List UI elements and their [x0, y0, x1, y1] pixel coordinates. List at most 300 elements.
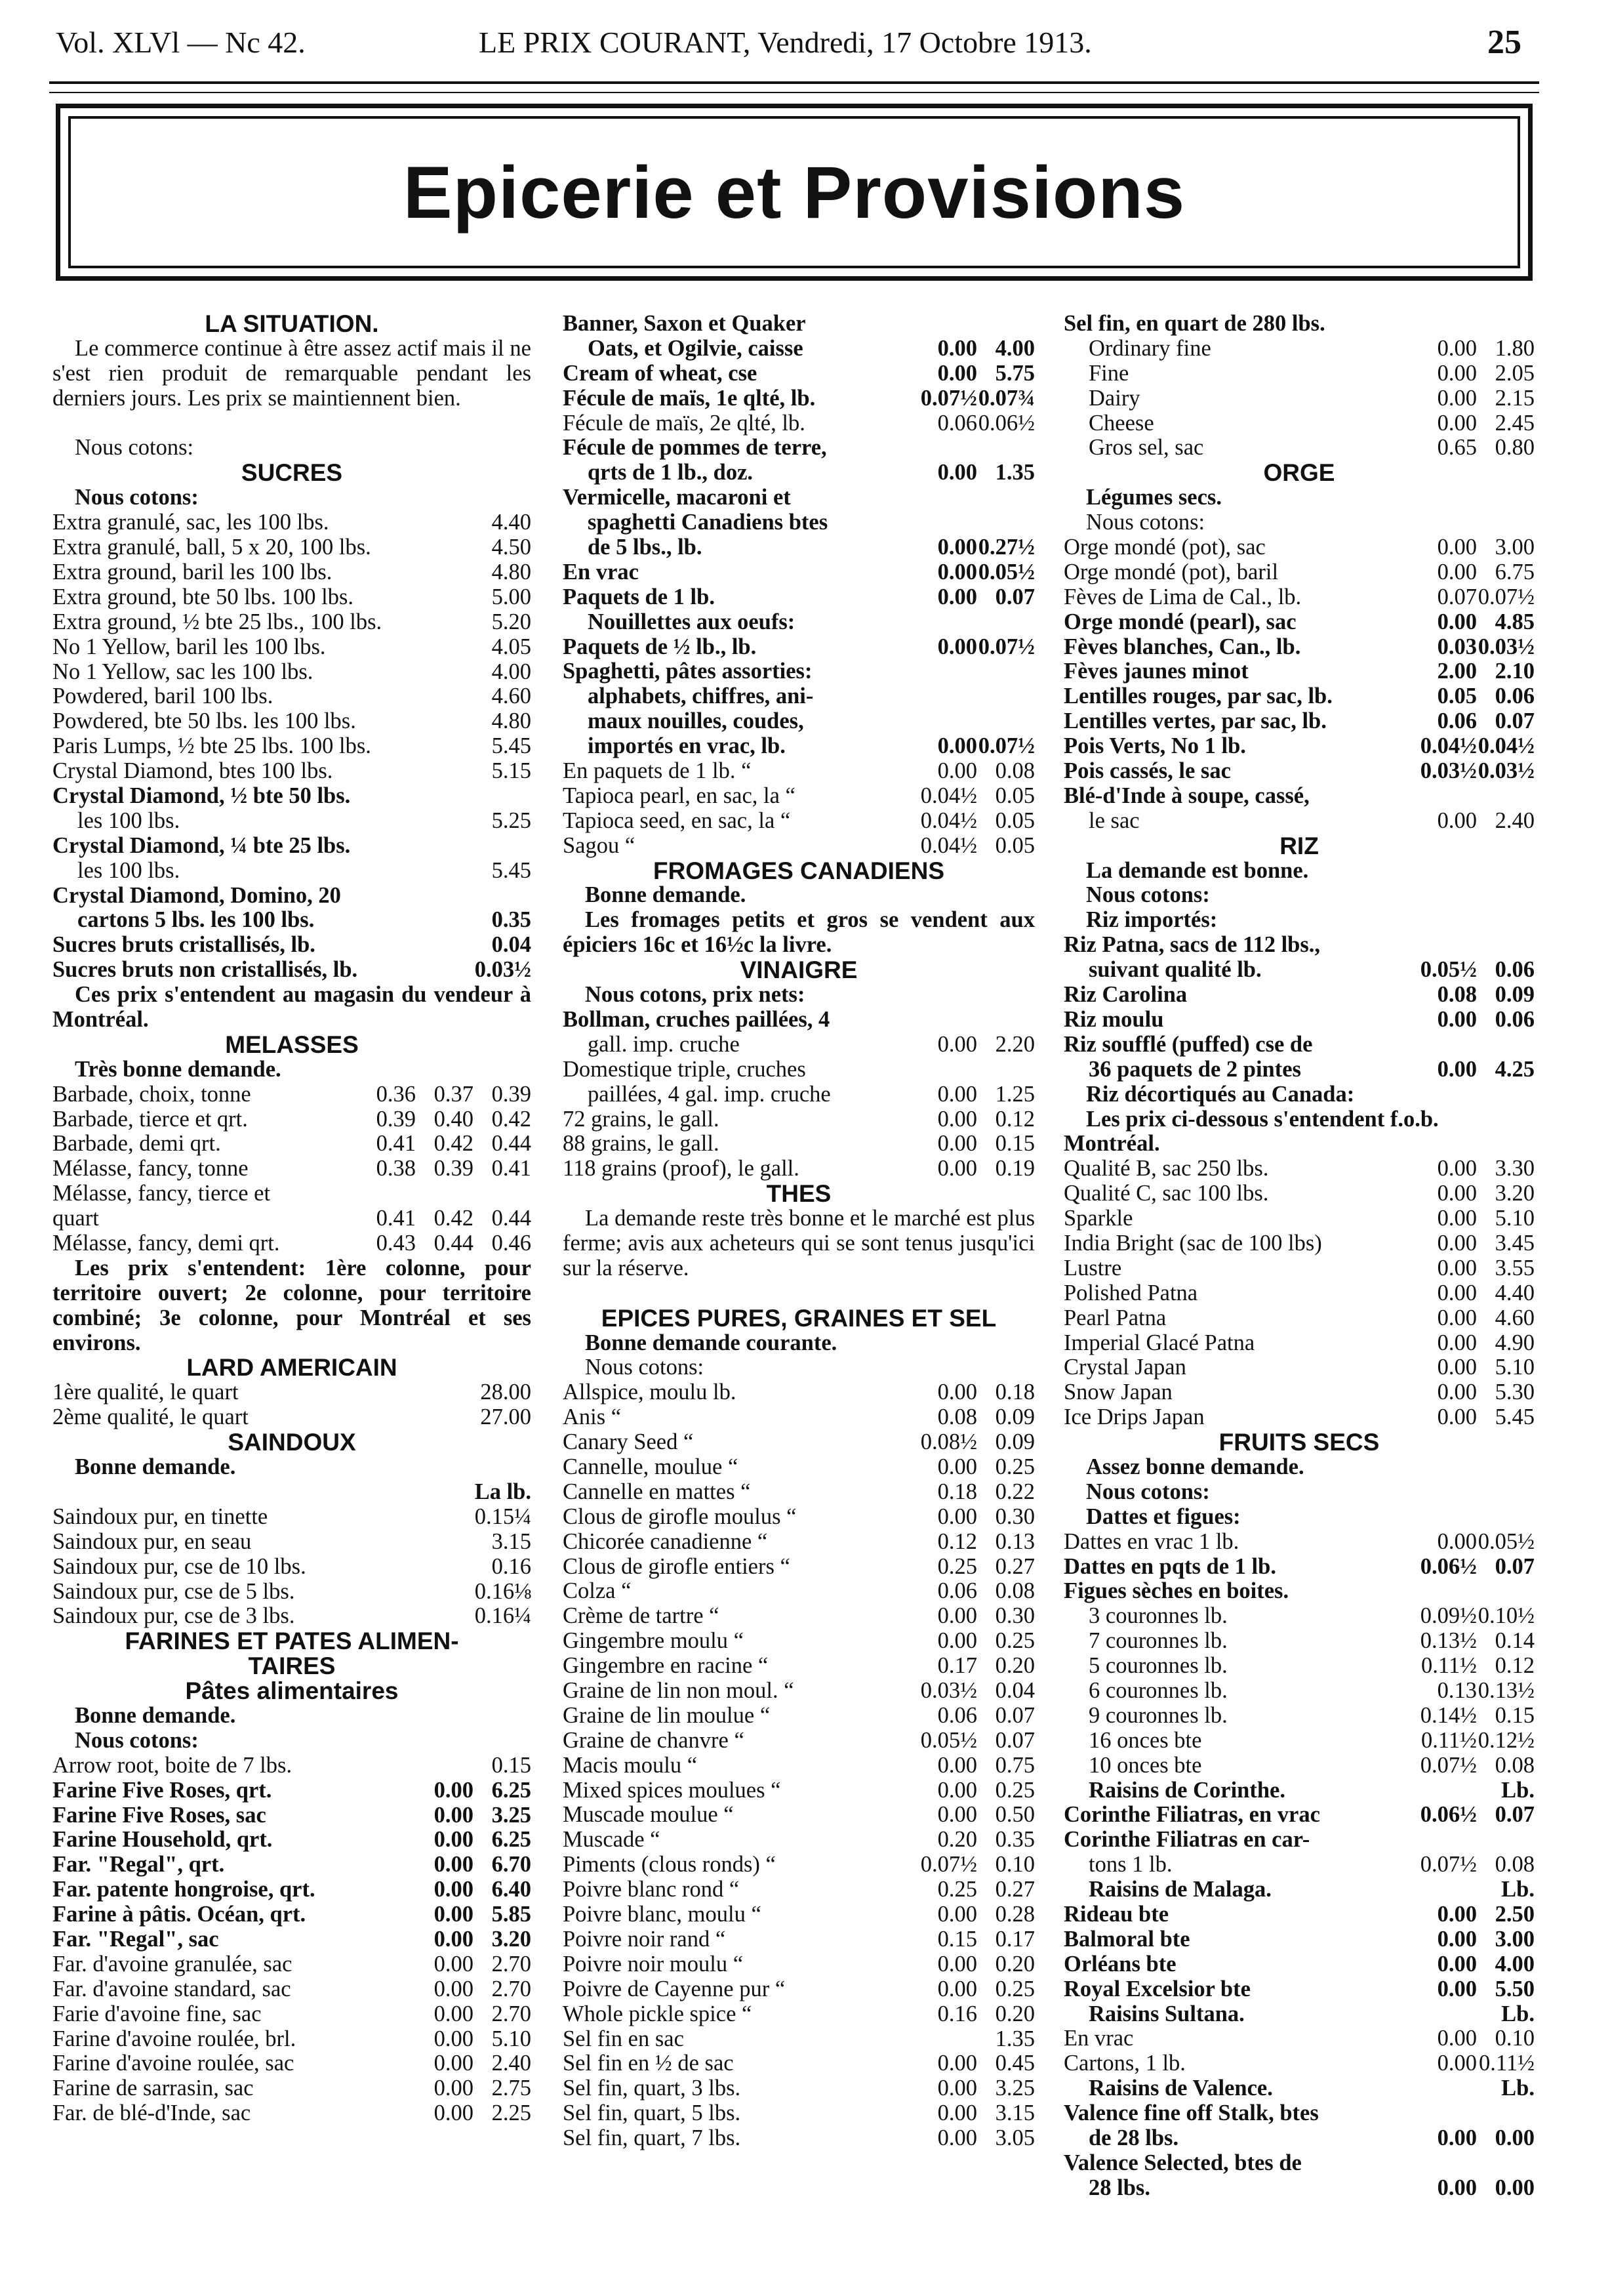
- price-value: 0.00: [433, 1877, 473, 1902]
- price-row: [52, 635, 531, 660]
- item-label: Saindoux pur, en tinette: [52, 1504, 268, 1529]
- price-row: [563, 1057, 1035, 1082]
- price-value: 2.45: [1495, 410, 1535, 436]
- paragraph: Le commerce continue à être assez actif mais il ne s'est rien produit de remarquable pendant les derniers jours. Les prix se maintiennent bien.: [52, 335, 531, 411]
- price-row: [563, 1778, 1035, 1803]
- item-label: Sel fin, quart, 3 lbs.: [563, 2076, 741, 2101]
- price-value: 0.14½: [1420, 1702, 1477, 1728]
- price-row: [563, 510, 1035, 535]
- price-value: 0.06: [937, 410, 977, 436]
- price-row: [563, 684, 1035, 709]
- item-label: Figues sèches en boites.: [1064, 1579, 1289, 1604]
- item-label: Barbade, tierce et qrt.: [52, 1107, 248, 1132]
- price-value: 0.00: [937, 460, 977, 485]
- price-value: 2.40: [1495, 808, 1535, 833]
- item-label: Dairy: [1089, 386, 1140, 411]
- price-row: [1064, 1555, 1535, 1580]
- item-label: Sel fin, en quart de 280 lbs.: [1064, 312, 1325, 336]
- price-row: [1064, 1331, 1535, 1356]
- price-value: 0.00: [1437, 2026, 1477, 2051]
- subheading: Riz importés:: [1086, 907, 1218, 933]
- price-value: 1.25: [995, 1081, 1035, 1107]
- column-1: [52, 312, 531, 2126]
- price-row: [1064, 2076, 1535, 2101]
- price-value: 0.36: [376, 1081, 416, 1107]
- price-value: 2.20: [995, 1031, 1035, 1057]
- price-value: 0.05: [995, 832, 1035, 858]
- price-value: 0.44: [491, 1131, 531, 1157]
- price-row: [1064, 1355, 1535, 1380]
- note-line: Bonne demande courante.: [585, 1330, 837, 1355]
- price-row: [52, 660, 531, 685]
- price-row: [563, 834, 1035, 859]
- price-value: 0.00: [433, 1926, 473, 1952]
- item-label: Dattes en vrac 1 lb.: [1064, 1529, 1239, 1554]
- price-value: 0.27½: [978, 535, 1035, 560]
- price-value: 5.85: [491, 1902, 531, 1927]
- item-label: Farine d'avoine roulée, sac: [52, 2051, 294, 2076]
- item-label: En vrac: [563, 560, 639, 584]
- price-value: 0.00: [937, 634, 977, 659]
- item-label: Farine à pâtis. Océan, qrt.: [52, 1902, 306, 1927]
- price-row: [1064, 784, 1535, 809]
- price-value: 4.90: [1495, 1330, 1535, 1355]
- item-label: Raisins de Valence.: [1089, 2076, 1273, 2101]
- price-value: 5.75: [995, 360, 1035, 386]
- price-value: 0.00: [1437, 335, 1477, 361]
- item-label: Fèves de Lima de Cal., lb.: [1064, 584, 1302, 609]
- item-label: 7 couronnes lb.: [1089, 1629, 1228, 1654]
- price-value: 28.00: [480, 1380, 531, 1405]
- item-label: Extra ground, bte 50 lbs. 100 lbs.: [52, 584, 353, 609]
- price-row: [563, 709, 1035, 734]
- price-value: 0.16: [937, 2001, 977, 2026]
- item-label: Poivre blanc rond “: [563, 1877, 740, 1902]
- price-value: 0.14: [1495, 1628, 1535, 1654]
- price-value: 3.25: [995, 2076, 1035, 2101]
- price-value: 2.75: [491, 2076, 531, 2101]
- price-value: 2.25: [491, 2101, 531, 2126]
- item-label: Tapioca seed, en sac, la “: [563, 808, 791, 833]
- price-value: 0.07: [1495, 1802, 1535, 1828]
- price-value: 0.00: [937, 733, 977, 759]
- price-row: [563, 1902, 1035, 1927]
- price-value: 0.00: [1437, 1976, 1477, 2001]
- item-label: Poivre noir moulu “: [563, 1952, 744, 1977]
- price-value: 0.00: [1437, 1006, 1477, 1032]
- item-label: Ice Drips Japan: [1064, 1405, 1205, 1430]
- price-value: 0.50: [995, 1802, 1035, 1828]
- price-value: 3.30: [1495, 1156, 1535, 1181]
- price-value: 0.00: [1437, 2175, 1477, 2200]
- price-row: [563, 784, 1035, 809]
- item-label: Fécule de pommes de terre,: [563, 436, 827, 461]
- price-value: 2.15: [1495, 385, 1535, 411]
- price-value: 0.06½: [1420, 1553, 1477, 1579]
- note-line: Assez bonne demande.: [1086, 1454, 1304, 1479]
- price-value: 0.13½: [1420, 1628, 1477, 1654]
- item-label: importés en vrac, lb.: [588, 734, 786, 759]
- price-value: 0.00: [1437, 1528, 1477, 1554]
- header-rule-thin: [49, 92, 1539, 93]
- price-row: [563, 337, 1035, 361]
- price-row: [563, 1729, 1035, 1753]
- price-row: [1064, 933, 1535, 958]
- price-row: [563, 1604, 1035, 1629]
- header-rule: [49, 81, 1539, 84]
- section-heading: LARD AMERICAIN: [186, 1354, 397, 1382]
- item-label: Fécule de maïs, 1e qlté, lb.: [563, 386, 816, 411]
- price-value: 0.42: [433, 1131, 473, 1157]
- price-value: 0.13: [1437, 1677, 1477, 1703]
- price-value: Lb.: [1501, 1777, 1535, 1803]
- item-label: Farine Five Roses, qrt.: [52, 1778, 272, 1803]
- item-label: Clous de girofle entiers “: [563, 1554, 790, 1579]
- item-label: Nouillettes aux oeufs:: [588, 609, 795, 634]
- item-label: 36 paquets de 2 pintes: [1089, 1057, 1301, 1082]
- price-value: 0.07½: [978, 733, 1035, 759]
- item-label: Banner, Saxon et Quaker: [563, 312, 806, 336]
- price-value: 0.10½: [1478, 1603, 1535, 1629]
- price-row: [563, 2051, 1035, 2076]
- note-line: La demande est bonne.: [1086, 857, 1309, 883]
- price-value: 0.05: [995, 808, 1035, 833]
- section-heading: VINAIGRE: [740, 956, 858, 984]
- price-row: [563, 2027, 1035, 2052]
- price-value: 3.20: [1495, 1181, 1535, 1206]
- item-label: Pois Verts, No 1 lb.: [1064, 734, 1246, 759]
- price-value: 2.50: [1495, 1902, 1535, 1927]
- item-label: Ordinary fine: [1089, 336, 1211, 361]
- price-row: [52, 1853, 531, 1877]
- title-inner-frame: [68, 116, 1520, 268]
- price-row: [52, 908, 531, 933]
- price-row: [1064, 411, 1535, 436]
- price-row: [1064, 585, 1535, 610]
- price-row: [563, 1877, 1035, 1902]
- price-value: 0.25: [937, 1877, 977, 1902]
- price-row: [52, 1753, 531, 1778]
- item-label: Qualité B, sac 250 lbs.: [1064, 1157, 1269, 1181]
- price-row: [1064, 1579, 1535, 1604]
- item-label: Fèves jaunes minot: [1064, 659, 1249, 684]
- price-row: [1064, 635, 1535, 660]
- price-value: 4.60: [1495, 1305, 1535, 1330]
- price-value: 5.15: [491, 758, 531, 784]
- item-label: Graine de chanvre “: [563, 1728, 744, 1753]
- price-row: [52, 610, 531, 635]
- price-value: 0.25: [995, 1454, 1035, 1480]
- item-label: Cream of wheat, cse: [563, 361, 757, 386]
- price-row: [1064, 436, 1535, 461]
- note-line: Nous cotons:: [1086, 882, 1210, 908]
- price-row: [52, 2076, 531, 2101]
- subheading: Riz décortiqués au Canada:: [1086, 1081, 1355, 1107]
- price-row: [52, 734, 531, 759]
- price-row: [52, 1580, 531, 1605]
- price-value: 0.07½: [1478, 584, 1535, 609]
- price-row: [52, 585, 531, 610]
- item-label: Poivre blanc, moulu “: [563, 1902, 761, 1927]
- item-label: Qualité C, sac 100 lbs.: [1064, 1181, 1269, 1206]
- subheading: Bonne demande.: [75, 1454, 236, 1480]
- price-value: 0.39: [491, 1081, 531, 1107]
- price-value: 0.00: [937, 1628, 977, 1654]
- price-value: 0.27: [995, 1553, 1035, 1579]
- price-row: [52, 1181, 531, 1206]
- price-value: 1.35: [995, 2026, 1035, 2051]
- item-label: Saindoux pur, cse de 3 lbs.: [52, 1604, 295, 1629]
- item-label: Imperial Glacé Patna: [1064, 1330, 1255, 1355]
- item-label: Raisins Sultana.: [1089, 2001, 1245, 2026]
- price-row: [563, 560, 1035, 585]
- item-label: 10 onces bte: [1089, 1753, 1202, 1778]
- item-label: Farine d'avoine roulée, brl.: [52, 2026, 296, 2051]
- price-value: 0.15: [937, 1926, 977, 1952]
- price-row: [52, 759, 531, 784]
- item-label: Raisins de Malaga.: [1089, 1877, 1272, 1902]
- item-label: spaghetti Canadiens btes: [588, 510, 828, 535]
- price-row: [1064, 1828, 1535, 1853]
- price-row: [563, 1654, 1035, 1679]
- price-value: 2.70: [491, 2001, 531, 2026]
- price-value: 0.00: [937, 584, 977, 609]
- price-row: [52, 1828, 531, 1853]
- subheading: Dattes et figues:: [1086, 1504, 1241, 1529]
- price-value: 5.45: [1495, 1404, 1535, 1430]
- price-value: 0.00: [433, 1902, 473, 1927]
- price-value: 4.40: [1495, 1280, 1535, 1305]
- page-number: 25: [1487, 24, 1521, 61]
- item-label: Mixed spices moulues “: [563, 1778, 781, 1803]
- price-value: 0.00: [937, 1131, 977, 1157]
- price-value: 0.12: [1495, 1653, 1535, 1679]
- price-value: 0.06: [1495, 957, 1535, 983]
- price-row: [1064, 1281, 1535, 1306]
- item-label: Paquets de 1 lb.: [563, 584, 715, 609]
- item-label: Crème de tartre “: [563, 1604, 719, 1629]
- title-frame: [56, 104, 1533, 281]
- item-label: Spaghetti, pâtes assorties:: [563, 659, 813, 684]
- price-row: [52, 2002, 531, 2027]
- price-value: 0.00: [1437, 1926, 1477, 1952]
- section-heading: LA SITUATION.: [205, 310, 379, 337]
- price-value: 4.40: [491, 510, 531, 535]
- price-value: 3.20: [491, 1926, 531, 1952]
- price-value: 0.10: [995, 1852, 1035, 1877]
- price-value: 0.06: [1437, 708, 1477, 734]
- price-row: [52, 1803, 531, 1828]
- price-row: [52, 933, 531, 958]
- item-label: Powdered, bte 50 lbs. les 100 lbs.: [52, 709, 356, 734]
- price-value: 0.00: [433, 1951, 473, 1977]
- price-value: 4.80: [491, 708, 531, 734]
- price-value: 1.80: [1495, 335, 1535, 361]
- item-label: Fine: [1089, 361, 1129, 386]
- price-value: 5.25: [491, 808, 531, 833]
- item-label: Sel fin en sac: [563, 2026, 684, 2051]
- price-row: [563, 1704, 1035, 1729]
- price-row: [563, 1505, 1035, 1530]
- item-label: Farine Household, qrt.: [52, 1828, 273, 1853]
- item-label: 3 couronnes lb.: [1089, 1604, 1228, 1629]
- price-value: 0.40: [433, 1106, 473, 1132]
- price-row: [52, 1405, 531, 1430]
- price-value: 0.00: [1437, 410, 1477, 436]
- item-label: Farine Five Roses, sac: [52, 1803, 266, 1828]
- price-value: 5.10: [1495, 1355, 1535, 1380]
- price-value: 0.00: [1437, 609, 1477, 634]
- paragraph: La demande reste très bonne et le marché est plus ferme; avis aux acheteurs qui se sont tenus jusqu'ici sur la réserve.: [563, 1206, 1035, 1281]
- price-row: [1064, 1206, 1535, 1231]
- price-value: 0.12½: [1478, 1727, 1535, 1753]
- section-heading: THES: [766, 1180, 832, 1208]
- price-value: 0.08: [1437, 982, 1477, 1008]
- price-value: 0.03½: [1478, 758, 1535, 784]
- price-row: [563, 1828, 1035, 1853]
- price-value: 0.07: [1495, 1553, 1535, 1579]
- price-value: 0.07½: [978, 634, 1035, 659]
- price-value: 0.75: [995, 1752, 1035, 1778]
- price-row: [563, 485, 1035, 510]
- price-row: [1064, 337, 1535, 361]
- price-value: 0.30: [995, 1603, 1035, 1629]
- item-label: Bollman, cruches paillées, 4: [563, 1007, 830, 1032]
- price-value: 0.00: [1437, 1404, 1477, 1430]
- price-value: 0.00: [433, 1976, 473, 2001]
- price-value: 0.39: [376, 1106, 416, 1132]
- price-value: 0.13: [995, 1528, 1035, 1554]
- price-value: 6.75: [1495, 559, 1535, 584]
- price-value: 0.19: [995, 1156, 1035, 1181]
- item-label: Sel fin, quart, 5 lbs.: [563, 2101, 741, 2126]
- price-value: 0.16: [491, 1553, 531, 1579]
- price-value: 0.06: [937, 1702, 977, 1728]
- price-value: 4.80: [491, 559, 531, 584]
- price-value: 0.00: [1437, 1230, 1477, 1256]
- price-row: [1064, 361, 1535, 386]
- price-value: 3.00: [1495, 535, 1535, 560]
- price-row: [1064, 1803, 1535, 1828]
- item-label: Graine de lin moulue “: [563, 1703, 771, 1728]
- price-value: 0.10: [1495, 2026, 1535, 2051]
- item-label: de 28 lbs.: [1089, 2126, 1179, 2151]
- price-row: [563, 1380, 1035, 1405]
- section-heading: Pâtes alimentaires: [185, 1677, 399, 1705]
- item-label: Corinthe Filiatras, en vrac: [1064, 1803, 1320, 1828]
- item-label: Far. patente hongroise, qrt.: [52, 1877, 315, 1902]
- item-label: Sucres bruts non cristallisés, lb.: [52, 958, 358, 983]
- price-value: 0.42: [491, 1106, 531, 1132]
- price-row: [1064, 1405, 1535, 1430]
- price-row: [1064, 1704, 1535, 1729]
- price-value: 0.13½: [1478, 1677, 1535, 1703]
- paragraph: Les fromages petits et gros se vendent aux épiciers 16c et 16½c la livre.: [563, 907, 1035, 958]
- item-label: Cartons, 1 lb.: [1064, 2051, 1186, 2076]
- item-label: Crystal Diamond, ¼ bte 25 lbs.: [52, 833, 351, 858]
- item-label: Mélasse, fancy, tierce et: [52, 1181, 271, 1206]
- item-label: 5 couronnes lb.: [1089, 1654, 1228, 1679]
- price-row: [563, 1629, 1035, 1654]
- price-value: 0.04: [491, 932, 531, 958]
- price-value: 0.00: [1437, 1902, 1477, 1927]
- price-value: 0.18: [937, 1479, 977, 1504]
- item-label: Cannelle, moulue “: [563, 1455, 738, 1480]
- price-value: 0.00: [937, 1380, 977, 1405]
- item-label: Blé-d'Inde à soupe, cassé,: [1064, 783, 1310, 808]
- price-value: 0.00: [937, 1156, 977, 1181]
- price-row: [563, 1679, 1035, 1704]
- price-row: [563, 1008, 1035, 1033]
- item-label: tons 1 lb.: [1089, 1853, 1173, 1877]
- price-value: 0.00: [937, 535, 977, 560]
- section-heading: SUCRES: [241, 459, 343, 487]
- price-row: [563, 1927, 1035, 1952]
- price-value: 0.00: [433, 2051, 473, 2076]
- item-label: 2ème qualité, le quart: [52, 1405, 249, 1430]
- item-label: Sel fin, quart, 7 lbs.: [563, 2126, 741, 2151]
- price-value: 0.09: [995, 1404, 1035, 1430]
- item-label: Allspice, moulu lb.: [563, 1380, 736, 1405]
- item-label: 6 couronnes lb.: [1089, 1678, 1228, 1703]
- price-row: [1064, 1380, 1535, 1405]
- price-value: 0.43: [376, 1231, 416, 1256]
- item-label: Orge mondé (pot), sac: [1064, 535, 1266, 560]
- price-row: [52, 1480, 531, 1505]
- price-row: [1064, 1306, 1535, 1331]
- price-value: 0.00: [1437, 1056, 1477, 1082]
- price-value: 4.50: [491, 535, 531, 560]
- price-value: 0.07½: [1420, 1852, 1477, 1877]
- price-value: 0.11½: [1479, 2051, 1535, 2076]
- price-row: [563, 1530, 1035, 1555]
- note-line: Nous cotons:: [1086, 1479, 1210, 1504]
- price-value: 0.41: [376, 1131, 416, 1157]
- item-label: Valence Selected, btes de: [1064, 2150, 1302, 2175]
- item-label: Extra granulé, sac, les 100 lbs.: [52, 510, 329, 535]
- price-value: 0.17: [937, 1653, 977, 1679]
- item-label: Chicorée canadienne “: [563, 1529, 768, 1554]
- price-row: [52, 1902, 531, 1927]
- price-row: [1064, 983, 1535, 1008]
- price-row: [1064, 1629, 1535, 1654]
- price-value: 0.20: [995, 1951, 1035, 1977]
- price-value: 0.15¼: [474, 1504, 531, 1529]
- item-label: Cannelle en mattes “: [563, 1479, 751, 1504]
- price-row: [52, 1206, 531, 1231]
- section-heading: FRUITS SECS: [1218, 1429, 1380, 1456]
- price-row: [52, 834, 531, 859]
- price-value: 2.05: [1495, 360, 1535, 386]
- item-label: Raisins de Corinthe.: [1089, 1778, 1285, 1803]
- price-row: [563, 361, 1035, 386]
- price-row: [1064, 1530, 1535, 1555]
- price-value: 0.00: [937, 2051, 977, 2076]
- price-value: La lb.: [474, 1479, 531, 1504]
- note-line: Nous cotons:: [75, 435, 194, 461]
- subheading: Bonne demande.: [75, 1702, 236, 1728]
- paragraph: Les prix s'entendent: 1ère colonne, pour territoire ouvert; 2e colonne, pour territoire combiné; 3e colonne, pour Montréal et ses environs.: [52, 1255, 531, 1355]
- price-row: [563, 759, 1035, 784]
- item-label: de 5 lbs., lb.: [588, 535, 702, 560]
- item-label: Lustre: [1064, 1256, 1122, 1281]
- price-row: [1064, 1157, 1535, 1181]
- price-row: [52, 709, 531, 734]
- item-label: 28 lbs.: [1089, 2175, 1150, 2200]
- item-label: Oats, et Ogilvie, caisse: [588, 336, 803, 361]
- price-value: 0.44: [433, 1231, 473, 1256]
- item-label: Sagou “: [563, 833, 635, 858]
